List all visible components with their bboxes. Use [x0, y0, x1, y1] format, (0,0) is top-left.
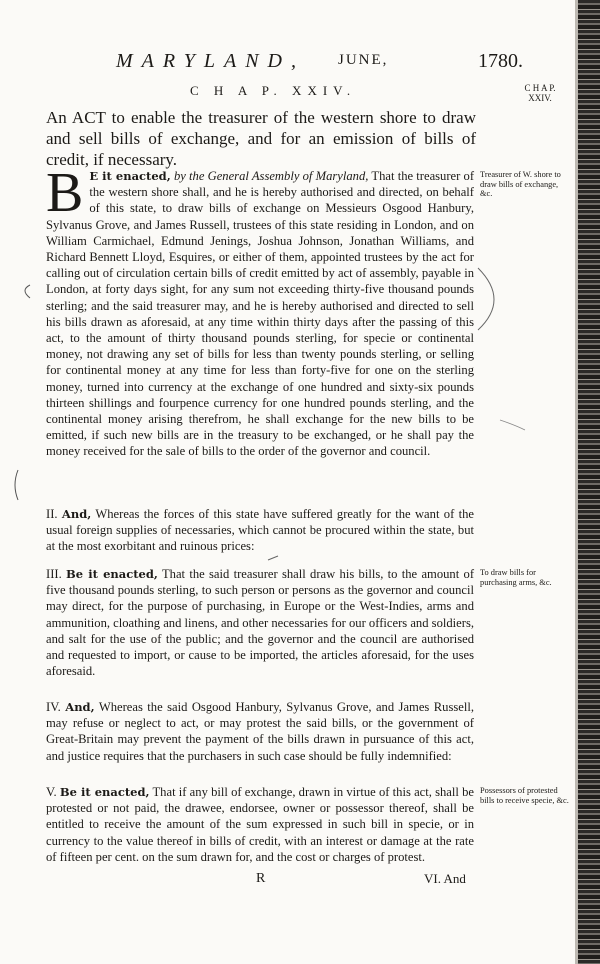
margin-note-3: Possessors of protested bills to receive specie, &c. — [480, 786, 569, 805]
section-1 — [46, 162, 475, 460]
section-4-number: IV. — [46, 700, 61, 714]
section-5-number: V. — [46, 785, 57, 799]
pencil-mark — [15, 470, 18, 500]
chapter-side-label — [510, 83, 570, 103]
header-state: MARYLAND, — [116, 50, 305, 72]
section-2-number: II. — [46, 507, 58, 521]
section-4-lead: And, — [65, 700, 95, 714]
section-5-lead: Be it enacted, — [59, 785, 150, 799]
section-1-lead: E it enacted, — [89, 169, 171, 183]
drop-cap: B — [46, 162, 84, 224]
act-title: An ACT to enable the treasurer of the western shore to draw and sell bills of exchange, and for an emission of bills of credit, if necessary. — [46, 108, 476, 169]
pencil-mark — [478, 268, 494, 330]
running-header — [116, 50, 536, 80]
chapter-side-line1: C H A P. — [524, 83, 556, 93]
catchword: VI. And — [424, 871, 466, 886]
margin-note-2: To draw bills for purchasing arms, &c. — [480, 568, 552, 587]
section-4-text: Whereas the said Osgood Hanbury, Sylvanus Grove, and James Russell, may refuse or neglect to act, or may protest the said bills, or the government of Great-Britain may prevent the payment of the bills drawn in pursuance of this act, and justice requires that the purchasers in such case should be fully indemnified: — [46, 700, 475, 763]
pencil-mark — [25, 285, 30, 298]
section-2-lead: And, — [61, 507, 92, 521]
section-4 — [46, 699, 474, 764]
section-3-text: That the said treasurer shall draw his bills, to the amount of five thousand pounds sterling, to such person or persons as the governor and council may direct, for the purpose of purchasing, in Europe or the West-Indies, arms and ammunition, cloathing and linens, and other necessaries for our officers and soldiers, and salt for the use of the public; and the governor and the council are authorised and requested to import, or cause to be imported, the articles aforesaid, for the uses aforesaid. — [46, 567, 475, 679]
chapter-heading: C H A P. XXIV. — [190, 83, 357, 98]
pencil-mark — [500, 420, 525, 430]
signature-mark: R — [256, 871, 266, 886]
section-2 — [46, 506, 474, 555]
chapter-side-line2: XXIV. — [528, 93, 552, 103]
section-5-text: That if any bill of exchange, drawn in virtue of this act, shall be protested or not paid, the drawee, endorsee, owner or possessor thereof, shall be entitled to receive the amount of the sum expressed in such bill in specie, or in currency to the value thereof in bills of credit, with an interest or damage at the rate of fifteen per cent. on the sum drawn for, and the cost or charges of protest. — [46, 785, 474, 864]
section-3-lead: Be it enacted, — [66, 567, 158, 581]
header-month: JUNE, — [338, 52, 389, 68]
section-1-lead-italic: by the General Assembly of Maryland, — [173, 169, 369, 183]
section-2-text: Whereas the forces of this state have suffered greatly for the want of the usual foreign supplies of necessaries, which cannot be procured within the state, but at the most exorbitant and ruinous prices: — [46, 507, 475, 554]
header-year: 1780. — [478, 50, 523, 72]
pencil-mark — [268, 556, 278, 560]
margin-note-1: Treasurer of W. shore to draw bills of exchange, &c. — [480, 170, 561, 199]
section-3-number: III. — [46, 567, 62, 581]
section-3 — [46, 566, 474, 679]
section-5 — [46, 784, 474, 865]
section-1-text: That the treasurer of the western shore shall, and he is hereby authorised and directed, on behalf of this state, to draw bills of exchange on Messieurs Osgood Hanbury, Sylvanus Grove, and James Russell, trustees of this state residing in London, and on William Carmichael, Edmund Jenings, Joshua Johnson, Jonathan Williams, and Richard Bennett Lloyd, Esquires, or either of them, appointed trustees by the act for calling out of circulation certain bills of credit emitted by act of assembly, payable in London, at forty days sight, for any sum not exceeding thirty-five thousand pounds sterling; and the said treasurer may, and he is hereby authorised and directed to sell his bills drawn as aforesaid, at any time within thirty days after the passing of this act, to the amount of thirty thousand pounds sterling, for specie or continental money, not drawing any set of bills for less than twenty pounds sterling, or selling for continental money at any time for less than forty-five for one on the sterling money, turned into currency at the exchange of one hundred and sixty-six pounds thirteen shillings and fourpence currency for one hundred pounds sterling, and the continental money arising therefrom, he shall exchange for the new bills to be emitted, if such new bills are in the treasury to be exchanged, or he shall pay the money received for the sale of bills to the order of the governor and council. — [46, 169, 475, 459]
scan-edge — [578, 0, 600, 964]
